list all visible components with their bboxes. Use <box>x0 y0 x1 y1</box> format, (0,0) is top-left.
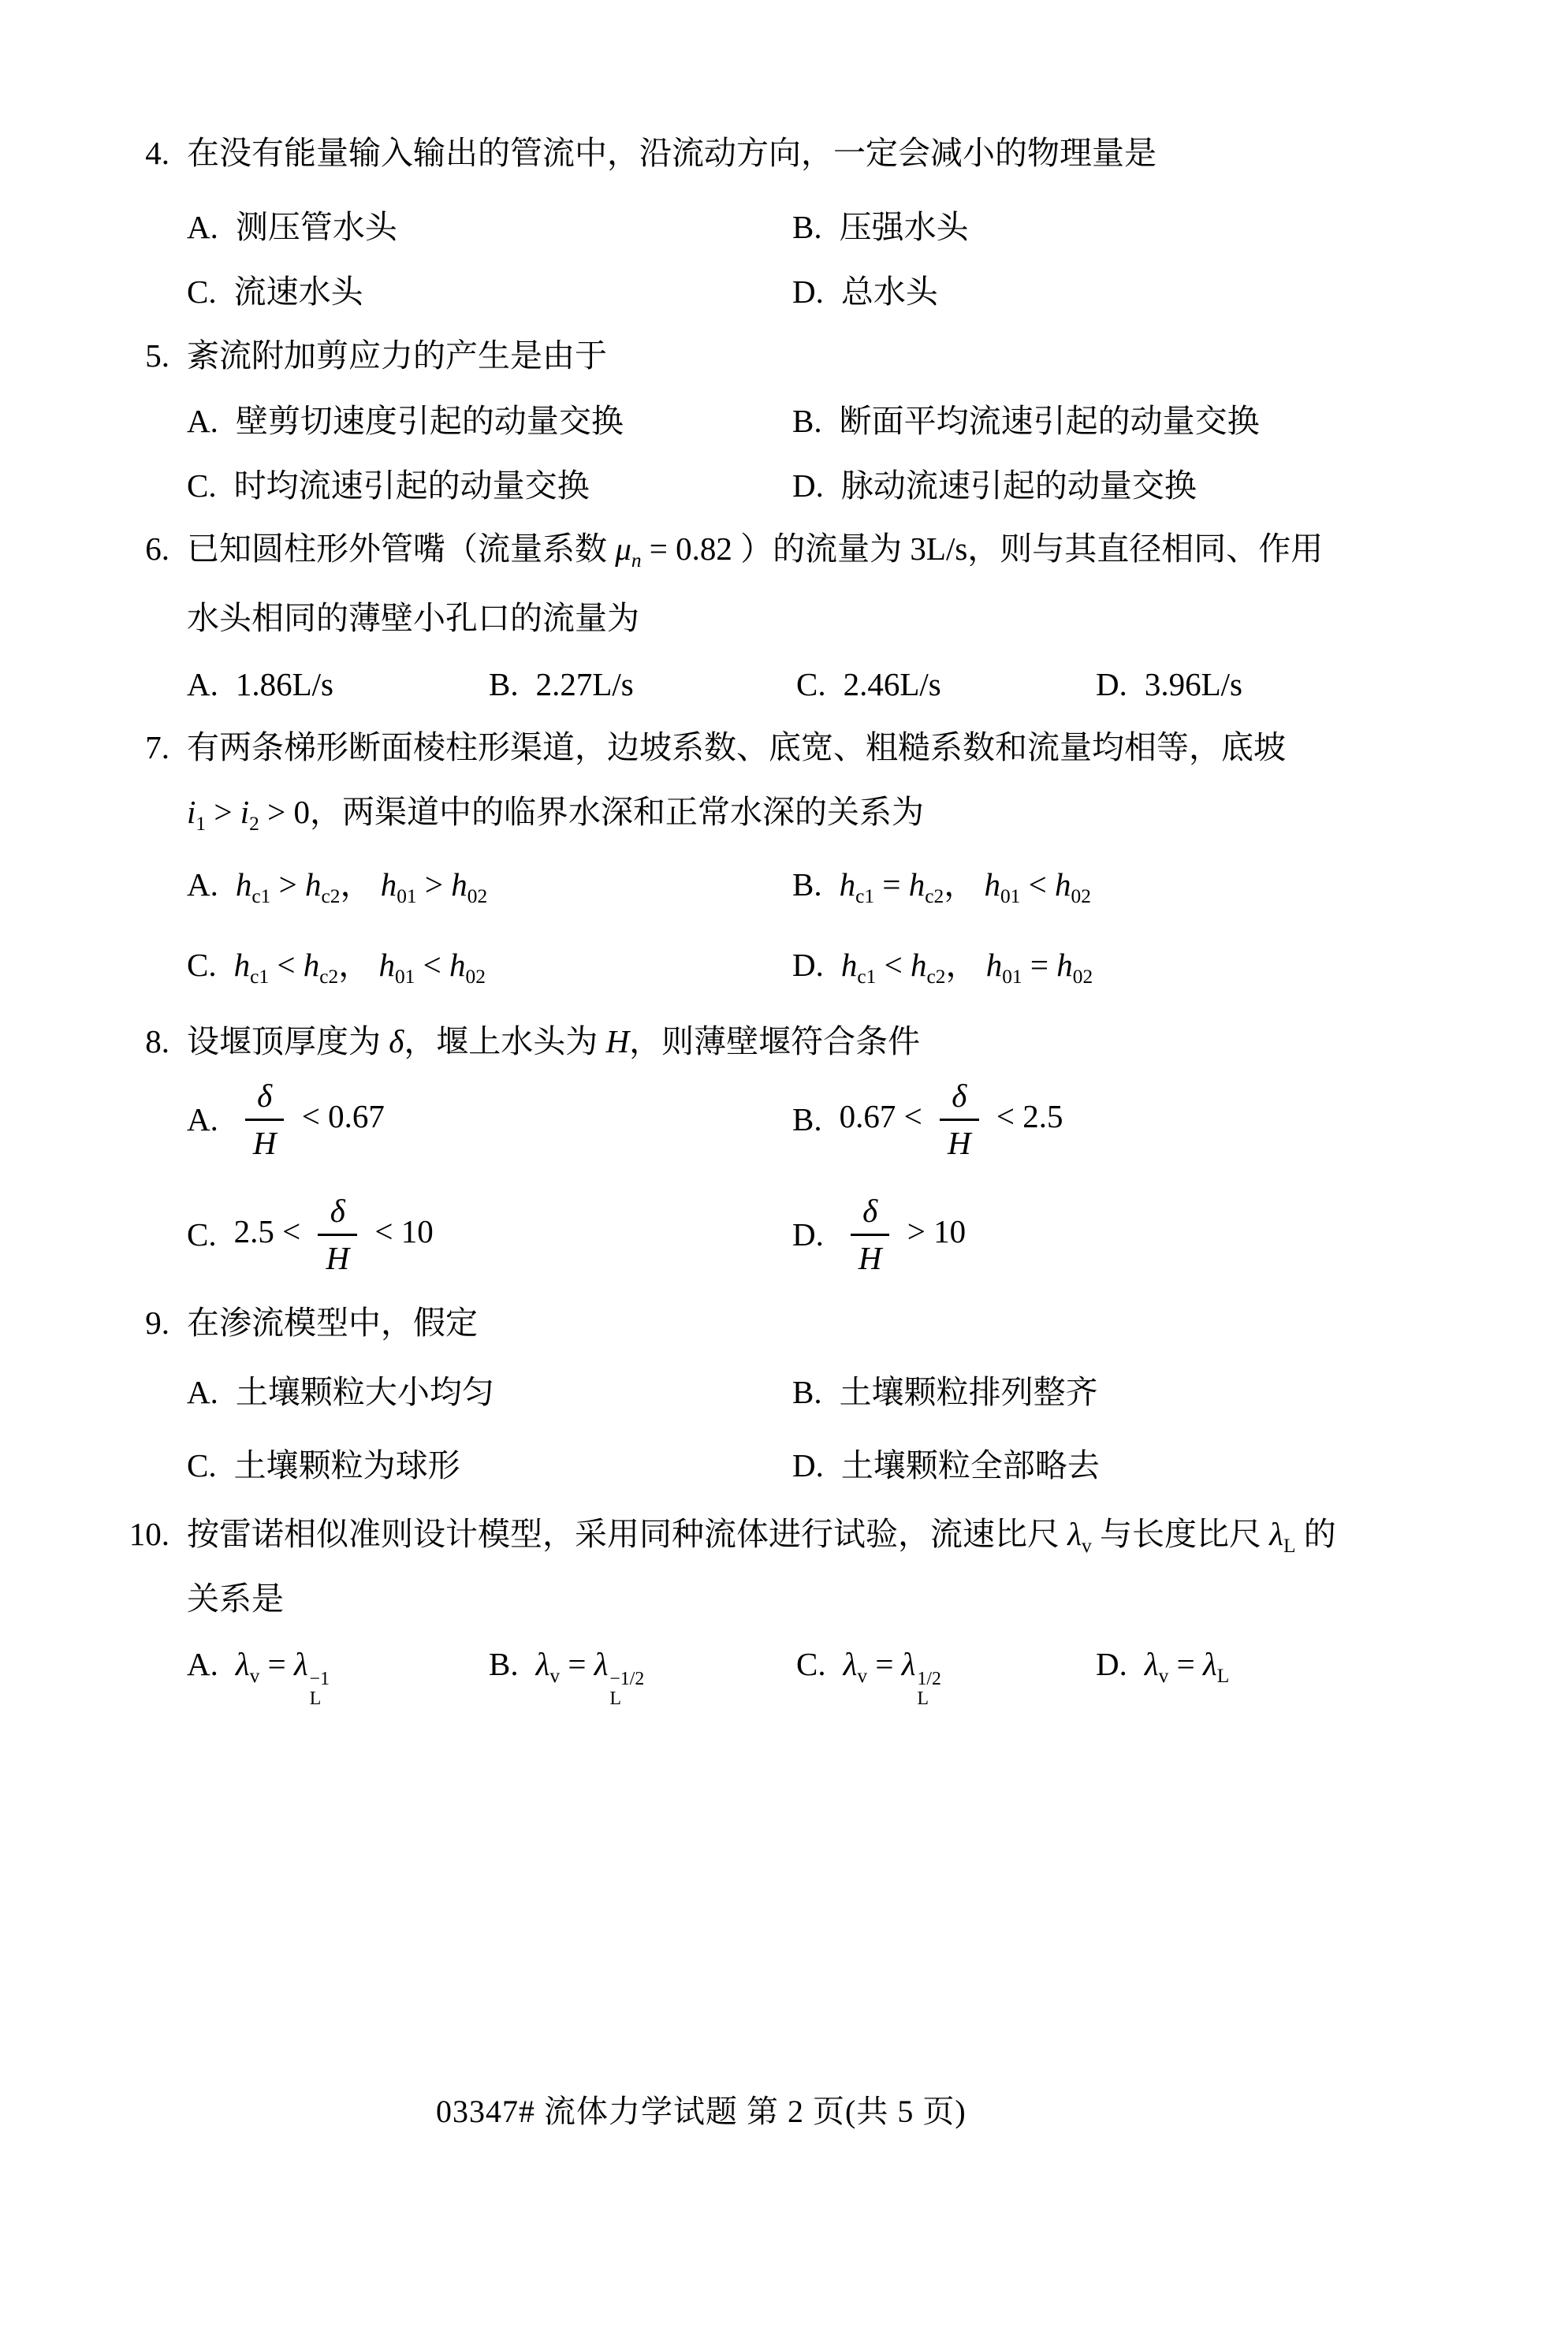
option-text: 土壤颗粒为球形 <box>233 1447 460 1484</box>
question-6-option-b <box>489 664 634 705</box>
question-7-text-line-2: $i_1 > i_2 > 0$，两渠道中的临界水深和正常水深的关系为 <box>187 794 924 836</box>
option-label: B. <box>792 866 822 903</box>
question-8-text: 设堰顶厚度为 δ，堰上水头为 H，则薄壁堰符合条件 <box>187 1023 921 1059</box>
option-label: A. <box>187 1646 218 1682</box>
option-text: 2.46L/s <box>843 666 941 702</box>
question-5-number: 5. <box>145 337 169 374</box>
option-text: 断面平均流速引起的动量交换 <box>839 403 1260 439</box>
option-label: C. <box>187 1447 217 1484</box>
question-7-option-d <box>792 944 1093 990</box>
option-label: B. <box>792 1101 822 1138</box>
question-9-number: 9. <box>145 1305 169 1341</box>
question-8-option-a <box>187 1074 385 1167</box>
option-text: 1.86L/s <box>235 666 334 702</box>
option-text: 壁剪切速度引起的动量交换 <box>235 403 624 439</box>
option-formula: $h_{c1} < h_{c2}$， $h_{01} < h_{02}$ <box>233 947 486 988</box>
question-10-text-line-2: 关系是 <box>187 1580 284 1617</box>
option-formula: $h_{c1} < h_{c2}$， $h_{01} = h_{02}$ <box>840 947 1093 988</box>
question-7-option-b <box>792 864 1091 910</box>
option-label: B. <box>489 666 519 702</box>
option-label: D. <box>792 947 824 983</box>
question-5-option-d <box>792 465 1197 507</box>
option-label: C. <box>187 467 217 504</box>
question-8-option-b <box>792 1074 1063 1167</box>
question-7-option-a <box>187 864 487 910</box>
option-text: 时均流速引起的动量交换 <box>233 467 590 504</box>
option-text: 土壤颗粒全部略去 <box>840 1447 1100 1484</box>
option-label: D. <box>792 274 824 310</box>
option-text: 土壤颗粒大小均匀 <box>235 1374 494 1410</box>
question-6-text-line-1: 已知圆柱形外管嘴（流量系数 $\mu_n = 0.82$ ）的流量为 3L/s，则与其直径相同、作用 <box>187 531 1324 572</box>
option-label: B. <box>792 209 822 245</box>
question-9-option-b <box>792 1372 1098 1413</box>
page-footer: 03347# 流体力学试题 第 2 页(共 5 页) <box>436 2094 966 2129</box>
option-formula: 0.67 < $\frac{\delta}{H}$ < 2.5 <box>840 1074 1063 1167</box>
option-label: D. <box>1096 1646 1127 1682</box>
question-9-text: 在渗流模型中，假定 <box>187 1305 478 1341</box>
question-8-option-c <box>187 1189 434 1282</box>
option-formula: 2.5 < $\frac{\delta}{H}$ < 10 <box>234 1189 434 1282</box>
question-4-number: 4. <box>145 135 169 171</box>
option-label: A. <box>187 209 218 245</box>
option-label: A. <box>187 866 218 903</box>
option-label: D. <box>792 1447 824 1484</box>
option-text: 流速水头 <box>233 274 363 310</box>
option-formula: $\lambda_v = \lambda_L$ <box>1144 1646 1230 1688</box>
question-10-number: 10. <box>128 1516 169 1552</box>
option-label: C. <box>187 1216 217 1253</box>
option-formula: $\lambda_v = \lambda$ −1 L <box>235 1646 330 1709</box>
option-label: D. <box>792 1216 824 1253</box>
option-label: A. <box>187 666 218 702</box>
option-formula: $\lambda_v = \lambda$ −1/2 L <box>535 1646 645 1709</box>
question-4-option-d <box>792 271 938 313</box>
question-10-option-d <box>1096 1644 1229 1689</box>
option-formula: $h_{c1} > h_{c2}$， $h_{01} > h_{02}$ <box>235 866 488 908</box>
question-5-option-a <box>187 400 624 442</box>
option-label: A. <box>187 1374 218 1410</box>
question-5-option-b <box>792 400 1260 442</box>
question-5-option-c <box>187 465 590 507</box>
question-9-option-a <box>187 1372 494 1413</box>
option-label: B. <box>792 403 822 439</box>
question-10-text-line-1: 按雷诺相似准则设计模型，采用同种流体进行试验，流速比尺 $\lambda_v$ 与长度比尺 $\lambda_L$ 的 <box>187 1516 1336 1558</box>
option-label: C. <box>187 947 217 983</box>
option-formula: $\frac{\delta}{H}$ < 0.67 <box>236 1074 385 1167</box>
option-text: 2.27L/s <box>535 666 634 702</box>
question-4-option-b <box>792 207 969 248</box>
option-formula: $\lambda_v = \lambda$ 1/2 L <box>843 1646 941 1709</box>
question-7-option-c <box>187 944 486 990</box>
option-label: B. <box>489 1646 519 1682</box>
option-text: 脉动流速引起的动量交换 <box>840 467 1197 504</box>
option-label: D. <box>792 467 824 504</box>
question-9-option-c <box>187 1445 460 1487</box>
option-label: A. <box>187 1101 218 1138</box>
question-6-text-line-2: 水头相同的薄壁小孔口的流量为 <box>187 600 639 636</box>
option-formula: $\frac{\delta}{H}$ > 10 <box>841 1189 966 1282</box>
option-text: 压强水头 <box>839 209 969 245</box>
option-label: C. <box>187 274 217 310</box>
option-label: A. <box>187 403 218 439</box>
question-4-option-c <box>187 271 363 313</box>
option-label: B. <box>792 1374 822 1410</box>
question-10-option-c <box>796 1644 941 1709</box>
option-text: 土壤颗粒排列整齐 <box>839 1374 1098 1410</box>
option-text: 总水头 <box>840 274 938 310</box>
question-10-option-a <box>187 1644 330 1709</box>
question-5-text: 紊流附加剪应力的产生是由于 <box>187 337 607 374</box>
question-6-option-a <box>187 664 333 705</box>
question-6-option-d <box>1096 664 1242 705</box>
option-label: D. <box>1096 666 1127 702</box>
question-10-option-b <box>489 1644 644 1709</box>
question-4-text: 在没有能量输入输出的管流中，沿流动方向，一定会减小的物理量是 <box>187 135 1156 171</box>
option-formula: $h_{c1} = h_{c2}$， $h_{01} < h_{02}$ <box>839 866 1091 908</box>
question-6-number: 6. <box>145 531 169 567</box>
question-8-option-d <box>792 1189 966 1282</box>
question-4-option-a <box>187 207 397 248</box>
question-7-number: 7. <box>145 729 169 765</box>
question-6-option-c <box>796 664 941 705</box>
option-text: 3.96L/s <box>1144 666 1243 702</box>
question-8-number: 8. <box>145 1023 169 1059</box>
question-9-option-d <box>792 1445 1100 1487</box>
question-7-text-line-1: 有两条梯形断面棱柱形渠道，边坡系数、底宽、粗糙系数和流量均相等，底坡 <box>187 729 1286 765</box>
option-text: 测压管水头 <box>235 209 397 245</box>
option-label: C. <box>796 1646 826 1682</box>
option-label: C. <box>796 666 826 702</box>
